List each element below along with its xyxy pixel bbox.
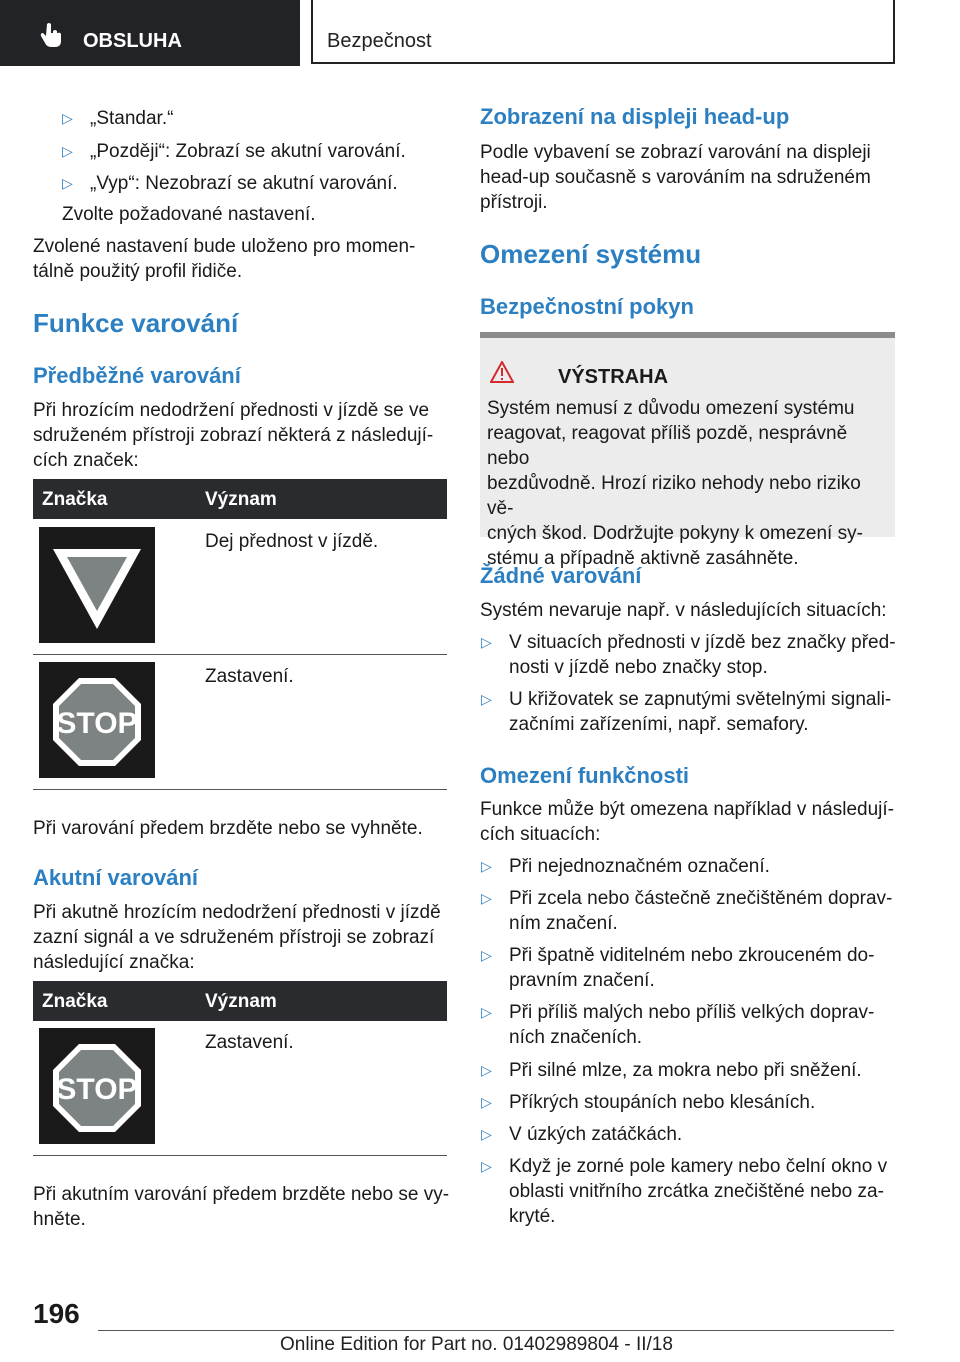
triangle-bullet-icon: ▷ [62, 110, 73, 126]
heading-pre-warning: Předběžné varování [33, 363, 241, 388]
triangle-bullet-icon: ▷ [481, 1004, 492, 1020]
warning-text: cných škod. Dodržujte pokyny k omezení sy- [487, 523, 863, 544]
stop-sign-icon [39, 662, 155, 778]
column-header: Význam [205, 991, 277, 1012]
section-title: Bezpečnost [327, 30, 432, 52]
triangle-bullet-icon: ▷ [481, 858, 492, 874]
paragraph: následující značka: [33, 952, 195, 973]
heading-safety: Bezpečnostní pokyn [480, 294, 694, 319]
paragraph: sdruženém přístroji zobrazí některá z následují- [33, 425, 434, 446]
paragraph: Při hrozícím nedodržení přednosti v jízdě se ve [33, 400, 430, 421]
triangle-bullet-icon: ▷ [481, 890, 492, 906]
triangle-bullet-icon: ▷ [62, 175, 73, 191]
triangle-bullet-icon: ▷ [481, 691, 492, 707]
paragraph: Systém nevaruje např. v následujících situacích: [480, 600, 887, 621]
column-header: Značka [42, 991, 108, 1012]
section-header [311, 0, 895, 64]
triangle-bullet-icon: ▷ [481, 1158, 492, 1174]
paragraph: zazní signál a ve sdruženém přístroji se zobrazí [33, 927, 435, 948]
paragraph: head-up současně s varováním na sdruženém [480, 167, 871, 188]
heading-no-warning: Žádné varování [480, 563, 642, 588]
divider [33, 1155, 447, 1156]
table-cell: Zastavení. [205, 666, 294, 687]
paragraph: Zvolte požadované nastavení. [62, 204, 316, 225]
stop-sign-text: STOP [56, 707, 138, 740]
footer-edition: Online Edition for Part no. 01402989804 - II/18 [280, 1334, 673, 1355]
heading-hud: Zobrazení na displeji head-up [480, 104, 790, 129]
paragraph: Při varování předem brzděte nebo se vyhněte. [33, 818, 423, 839]
page-number: 196 [33, 1298, 80, 1329]
stop-sign-text: STOP [56, 1073, 138, 1106]
warning-box [480, 332, 895, 569]
warning-text: bezdůvodně. Hrozí riziko nehody nebo riziko vě- [487, 473, 861, 519]
paragraph: Při akutním varování předem brzděte nebo se vy- [33, 1184, 450, 1205]
table-header [33, 981, 447, 1021]
paragraph: Zvolené nastavení bude uloženo pro momen- [33, 236, 416, 257]
triangle-bullet-icon: ▷ [62, 143, 73, 159]
paragraph: tálně použitý profil řidiče. [33, 261, 243, 282]
warning-title: VÝSTRAHA [558, 366, 669, 388]
heading-function-limits: Omezení funkčnosti [480, 763, 690, 788]
table-cell: Dej přednost v jízdě. [205, 531, 379, 552]
stop-sign-image [39, 662, 155, 778]
warning-text: stému a případně aktivně zasáhněte. [487, 548, 799, 569]
table-cell: Zastavení. [205, 1032, 294, 1053]
triangle-bullet-icon: ▷ [481, 1062, 492, 1078]
warning-text: Systém nemusí z důvodu omezení systému [487, 398, 855, 419]
paragraph: hněte. [33, 1209, 86, 1230]
heading-acute-warning: Akutní varování [33, 865, 199, 890]
divider [33, 654, 447, 655]
chapter-tab-label: OBSLUHA [83, 30, 182, 52]
yield-sign-icon [39, 527, 155, 643]
triangle-bullet-icon: ▷ [481, 634, 492, 650]
triangle-bullet-icon: ▷ [481, 1094, 492, 1110]
heading-system-limits: Omezení systému [480, 239, 702, 269]
paragraph: cích situacích: [480, 824, 601, 845]
yield-sign-image [39, 527, 155, 643]
paragraph: Funkce může být omezena například v následují- [480, 799, 894, 820]
hand-pointer-icon [40, 22, 64, 48]
heading-functions: Funkce varování [33, 308, 239, 338]
footer-divider [98, 1330, 894, 1331]
column-header: Značka [42, 489, 108, 510]
paragraph: cích značek: [33, 450, 139, 471]
stop-sign-icon [39, 1028, 155, 1144]
stop-sign-image [39, 1028, 155, 1144]
paragraph: přístroji. [480, 192, 548, 213]
table-header [33, 479, 447, 519]
triangle-bullet-icon: ▷ [481, 1126, 492, 1142]
chapter-tab[interactable] [0, 0, 300, 66]
paragraph: Při akutně hrozícím nedodržení přednosti v jízdě [33, 902, 441, 923]
divider [33, 789, 447, 790]
paragraph: Podle vybavení se zobrazí varování na displeji [480, 142, 871, 163]
triangle-bullet-icon: ▷ [481, 947, 492, 963]
warning-triangle-icon [490, 361, 514, 383]
column-header: Význam [205, 489, 277, 510]
warning-text: reagovat, reagovat příliš pozdě, nesprávně nebo [487, 423, 848, 469]
